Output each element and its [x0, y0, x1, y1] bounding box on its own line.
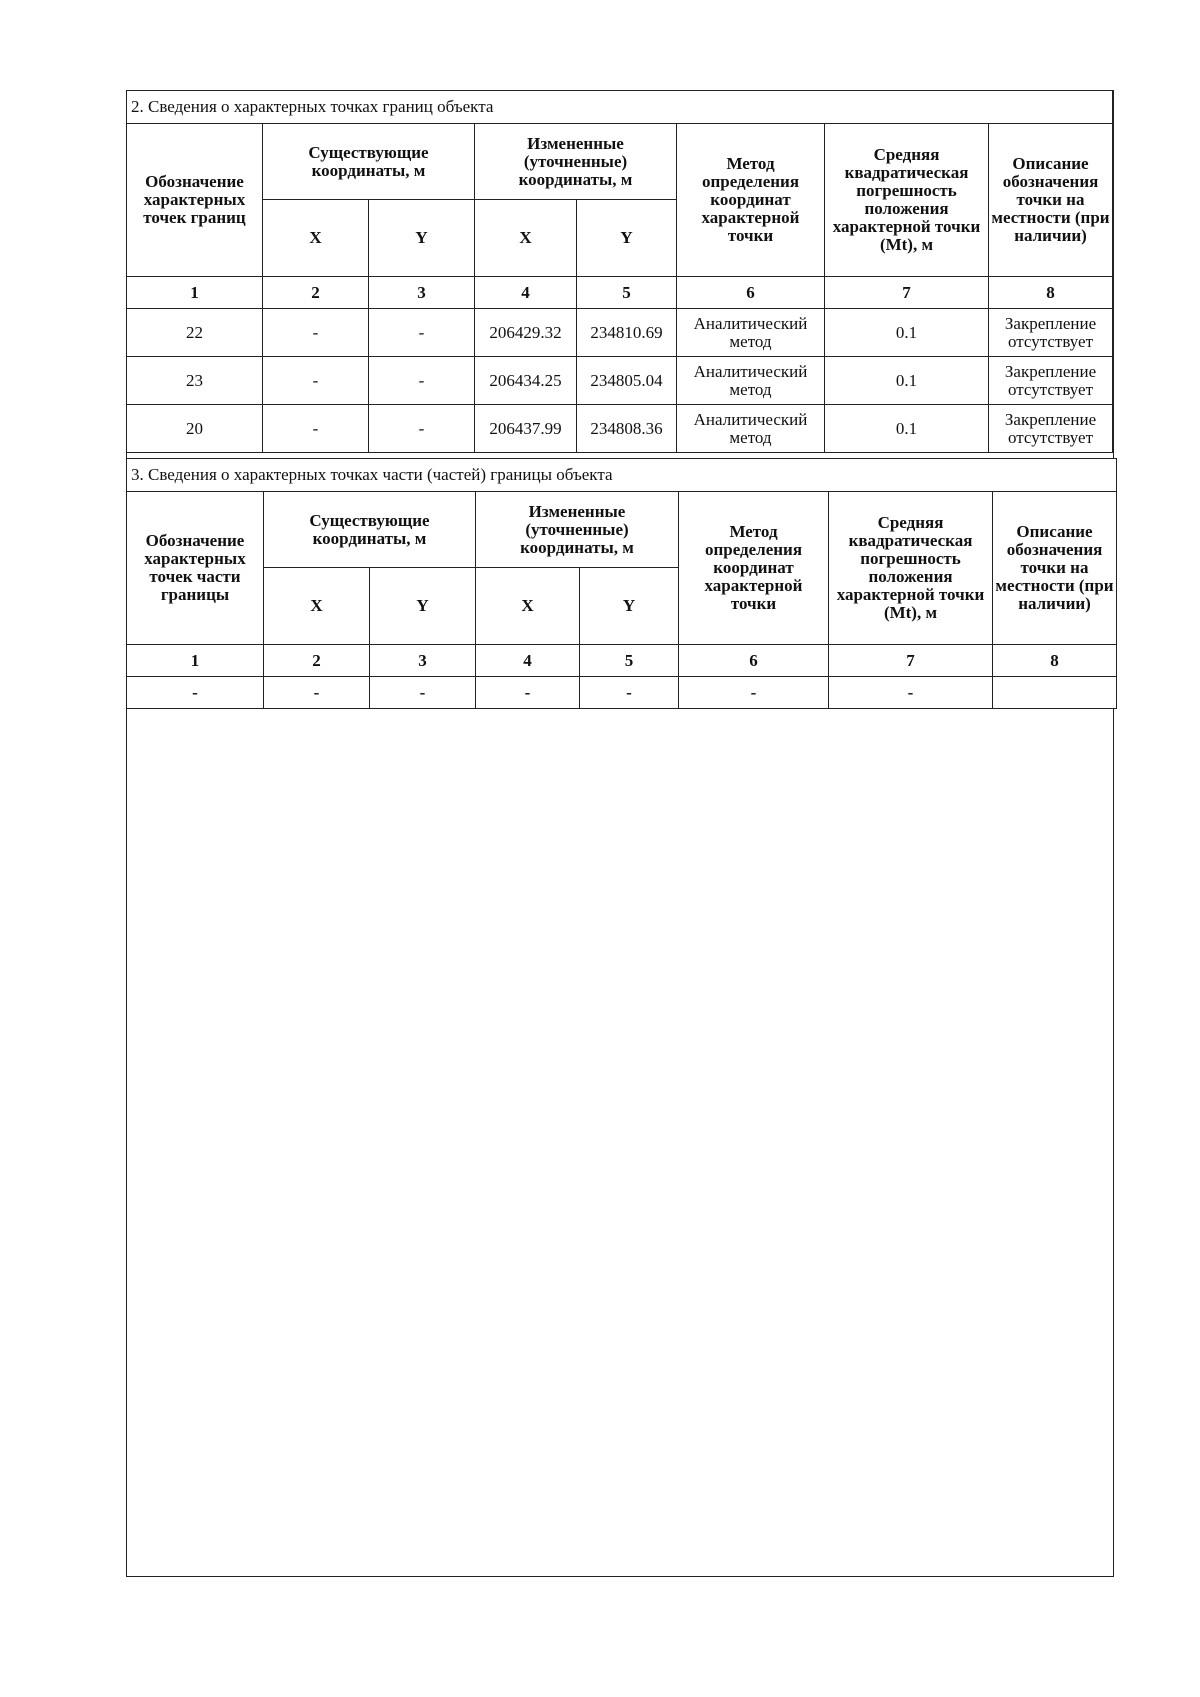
point-description	[993, 677, 1117, 709]
header-existing-y: Y	[369, 200, 475, 277]
point-id: 20	[127, 405, 263, 453]
method: -	[679, 677, 829, 709]
changed-x: -	[476, 677, 580, 709]
column-number: 4	[476, 645, 580, 677]
header-designation: Обозначение характерных точек части границы	[127, 492, 264, 645]
table-row	[127, 357, 1113, 405]
changed-y: 234810.69	[577, 309, 677, 357]
column-number: 2	[263, 277, 369, 309]
point-id: 23	[127, 357, 263, 405]
header-method: Метод определения координат характерной точки	[679, 492, 829, 645]
table-row	[127, 677, 1117, 709]
existing-x: -	[264, 677, 370, 709]
existing-x: -	[263, 309, 369, 357]
header-description: Описание обозначения точки на местности (при наличии)	[993, 492, 1117, 645]
column-number: 1	[127, 277, 263, 309]
method: Аналитический метод	[677, 405, 825, 453]
column-number: 6	[677, 277, 825, 309]
mean-error: 0.1	[825, 309, 989, 357]
point-id: -	[127, 677, 264, 709]
mean-error: 0.1	[825, 405, 989, 453]
header-changed-coordinates: Измененные (уточненные) координаты, м	[475, 124, 677, 200]
changed-y: 234808.36	[577, 405, 677, 453]
header-changed-y: Y	[577, 200, 677, 277]
header-method: Метод определения координат характерной точки	[677, 124, 825, 277]
mean-error: -	[829, 677, 993, 709]
column-number: 5	[577, 277, 677, 309]
mean-error: 0.1	[825, 357, 989, 405]
changed-y: -	[580, 677, 679, 709]
column-number: 1	[127, 645, 264, 677]
column-number: 8	[989, 277, 1113, 309]
column-number: 8	[993, 645, 1117, 677]
point-description: Закрепление отсутствует	[989, 309, 1113, 357]
column-number: 7	[825, 277, 989, 309]
changed-x: 206434.25	[475, 357, 577, 405]
existing-y: -	[369, 309, 475, 357]
column-number: 6	[679, 645, 829, 677]
section-title: 2. Сведения о характерных точках границ объекта	[127, 91, 1113, 124]
table-row	[127, 309, 1113, 357]
header-changed-x: X	[475, 200, 577, 277]
column-number: 4	[475, 277, 577, 309]
column-number: 2	[264, 645, 370, 677]
existing-x: -	[263, 357, 369, 405]
header-existing-x: X	[263, 200, 369, 277]
section-title: 3. Сведения о характерных точках части (частей) границы объекта	[127, 459, 1117, 492]
existing-y: -	[370, 677, 476, 709]
header-existing-coordinates: Существующие координаты, м	[263, 124, 475, 200]
header-existing-x: X	[264, 568, 370, 645]
column-number: 3	[369, 277, 475, 309]
changed-y: 234805.04	[577, 357, 677, 405]
header-designation: Обозначение характерных точек границ	[127, 124, 263, 277]
column-number: 7	[829, 645, 993, 677]
boundary-points-table	[126, 90, 1113, 453]
header-existing-coordinates: Существующие координаты, м	[264, 492, 476, 568]
header-changed-y: Y	[580, 568, 679, 645]
changed-x: 206429.32	[475, 309, 577, 357]
column-number: 5	[580, 645, 679, 677]
header-existing-y: Y	[370, 568, 476, 645]
existing-x: -	[263, 405, 369, 453]
boundary-part-points-table	[126, 458, 1117, 709]
table-row	[127, 405, 1113, 453]
header-mean-error: Средняя квадратическая погрешность положения характерной точки (Mt), м	[825, 124, 989, 277]
method: Аналитический метод	[677, 309, 825, 357]
point-description: Закрепление отсутствует	[989, 357, 1113, 405]
point-id: 22	[127, 309, 263, 357]
method: Аналитический метод	[677, 357, 825, 405]
changed-x: 206437.99	[475, 405, 577, 453]
header-changed-coordinates: Измененные (уточненные) координаты, м	[476, 492, 679, 568]
existing-y: -	[369, 405, 475, 453]
header-description: Описание обозначения точки на местности (при наличии)	[989, 124, 1113, 277]
existing-y: -	[369, 357, 475, 405]
column-number: 3	[370, 645, 476, 677]
point-description: Закрепление отсутствует	[989, 405, 1113, 453]
header-mean-error: Средняя квадратическая погрешность положения характерной точки (Mt), м	[829, 492, 993, 645]
header-changed-x: X	[476, 568, 580, 645]
